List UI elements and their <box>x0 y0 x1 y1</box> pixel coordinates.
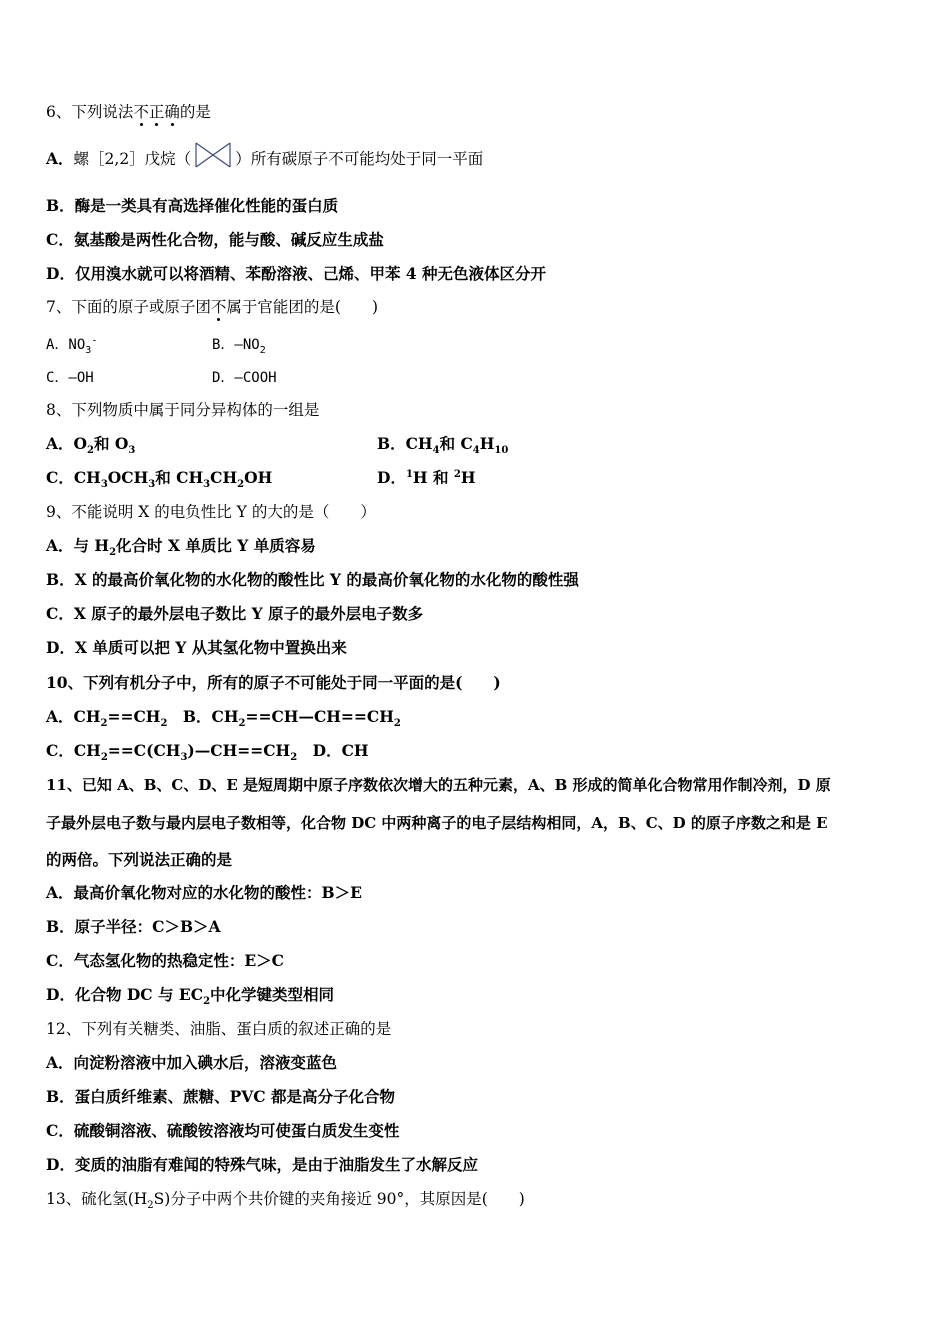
q11-stem-line3: 的两倍。下列说法正确的是 <box>46 850 233 869</box>
q8-option-a: A．$O_2$和 $O_3$ <box>46 434 136 457</box>
q9-option-b: B．X 的最高价氧化物的水化物的酸性比 Y 的最高价氧化物的水化物的酸性强 <box>46 570 579 589</box>
q8-option-b: B．$CH_4$和 $C_4H_{10}$ <box>377 434 509 457</box>
q11-option-c: C．气态氢化物的热稳定性：E＞C <box>46 951 284 970</box>
q8-options-row1 <box>46 434 646 457</box>
spiropentane-structure-icon <box>193 140 233 170</box>
q13-stem: 13、硫化氢$(H_2S)$分子中两个共价键的夹角接近 90°，其原因是( ) <box>46 1190 525 1212</box>
q12-option-b: B．蛋白质纤维素、蔗糖、PVC 都是高分子化合物 <box>46 1087 396 1106</box>
q9-stem: 9、不能说明 X 的电负性比 Y 的大的是（ ） <box>46 503 376 521</box>
q8-option-c: C．$CH_3OCH_3$和 $CH_3CH_2OH$ <box>46 468 273 491</box>
q9-option-a: A．与 $H_2$化合时 X 单质比 Y 单质容易 <box>46 536 316 559</box>
q12-option-d: D．变质的油脂有难闻的特殊气味，是由于油脂发生了水解反应 <box>46 1155 478 1174</box>
q11-stem-line2: 子最外层电子数与最内层电子数相等，化合物 DC 中两种离子的电子层结构相同，A，B、C、D 的原子序数之和是 E <box>46 814 828 832</box>
q11-option-b: B．原子半径：C＞B＞A <box>46 917 221 936</box>
q8-stem: 8、下列物质中属于同分异构体的一组是 <box>46 401 320 419</box>
q7-option-b: B．$—NO_2$ <box>212 337 266 356</box>
q10-options-row1: A．$CH_2==CH_2$ B．$CH_2==CH—CH==CH_2$ <box>46 707 401 730</box>
q7-options-row2 <box>46 368 446 388</box>
q6-stem: 6、下列说法不正确的是 <box>46 103 211 121</box>
q8-option-d: D．$^1$H 和 $^2$H <box>377 468 476 487</box>
q7-stem: 7、下面的原子或原子团不属于官能团的是( ) <box>46 298 378 316</box>
q11-option-a: A．最高价氧化物对应的水化物的酸性：B＞E <box>46 883 362 902</box>
q11-option-d: D．化合物 DC 与 $EC_2$中化学键类型相同 <box>46 985 335 1008</box>
q8-options-row2 <box>46 468 646 491</box>
q7-option-d: D．—COOH <box>212 370 277 386</box>
q9-option-d: D．X 单质可以把 Y 从其氢化物中置换出来 <box>46 638 347 657</box>
q6-option-a: A．螺［2,2］戊烷（ ）所有碳原子不可能均处于同一平面 <box>46 149 483 170</box>
q12-option-c: C．硫酸铜溶液、硫酸铵溶液均可使蛋白质发生变性 <box>46 1121 400 1140</box>
q11-stem-line1: 11、已知 A、B、C、D、E 是短周期中原子序数依次增大的五种元素，A、B 形成的简单化合物常用作制冷剂，D 原 <box>46 776 831 794</box>
q12-stem: 12、下列有关糖类、油脂、蛋白质的叙述正确的是 <box>46 1020 392 1038</box>
q6-option-b: B．酶是一类具有高选择催化性能的蛋白质 <box>46 196 339 215</box>
q7-options-row1 <box>46 335 446 355</box>
q9-option-c: C．X 原子的最外层电子数比 Y 原子的最外层电子数多 <box>46 604 424 623</box>
q7-option-c: C．—OH <box>46 370 94 386</box>
q12-option-a: A．向淀粉溶液中加入碘水后，溶液变蓝色 <box>46 1053 338 1072</box>
q6-option-c: C．氨基酸是两性化合物，能与酸、碱反应生成盐 <box>46 230 384 249</box>
q7-option-a: A．$NO_3^-$ <box>46 335 98 356</box>
q10-stem: 10、下列有机分子中，所有的原子不可能处于同一平面的是( ) <box>46 673 501 692</box>
q10-options-row2: C．$CH_2==C(CH_3)—CH==CH_2$ D．CH <box>46 741 369 764</box>
q6-option-d: D．仅用溴水就可以将酒精、苯酚溶液、己烯、甲苯 4 种无色液体区分开 <box>46 264 547 283</box>
